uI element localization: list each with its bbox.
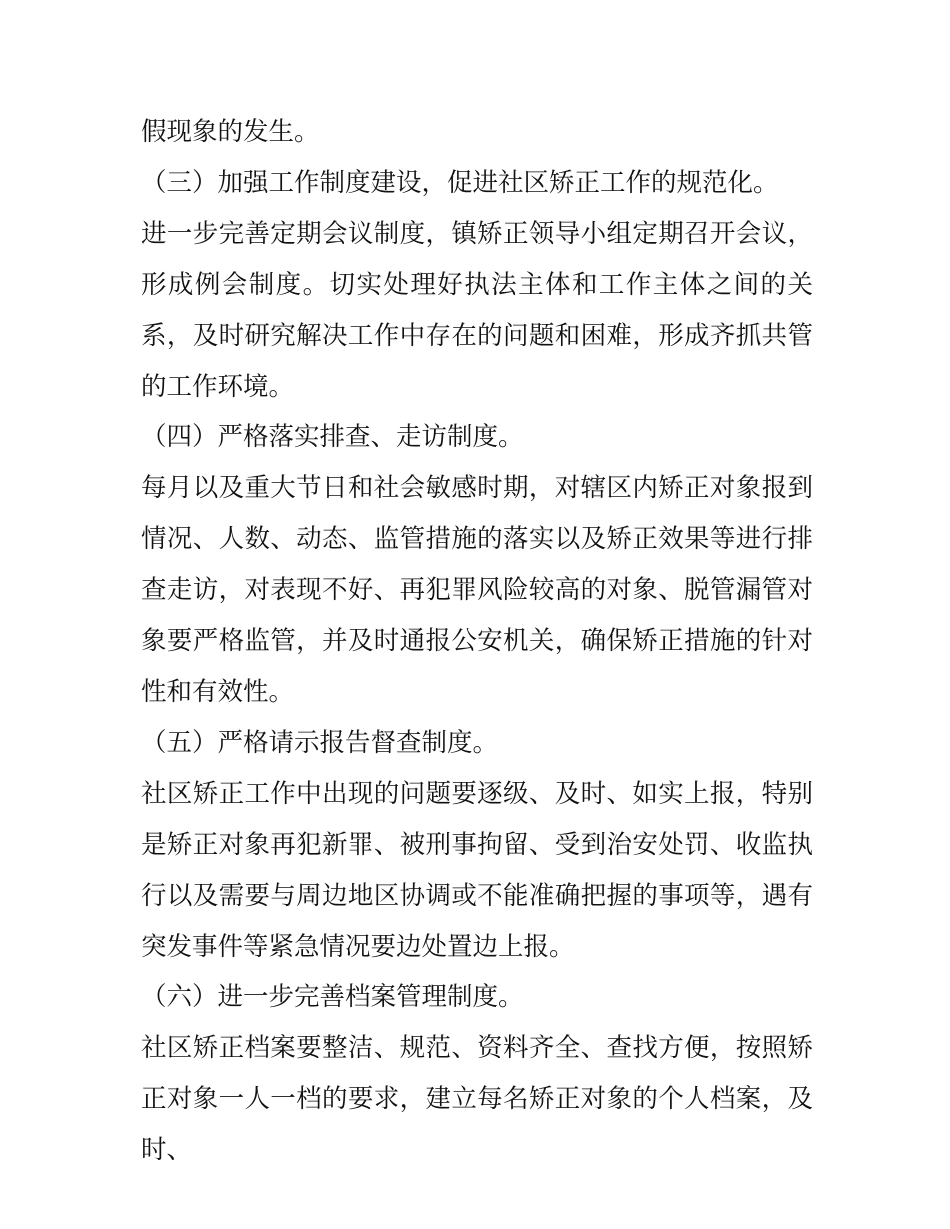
- paragraph-continuation: 假现象的发生。: [141, 117, 320, 147]
- section-heading-3: （三）加强工作制度建设，促进社区矫正工作的规范化。: [141, 167, 779, 198]
- paragraph-archives: 社区矫正档案要整洁、规范、资料齐全、查找方便，按照矫正对象一人一档的要求，建立每名矫正对象的个人档案，及时、: [141, 1033, 813, 1166]
- section-heading-5: （五）严格请示报告督查制度。: [141, 727, 499, 758]
- section-heading-4: （四）严格落实排查、走访制度。: [141, 422, 524, 453]
- paragraph-inspection-visits: 每月以及重大节日和社会敏感时期，对辖区内矫正对象报到情况、人数、动态、监管措施的落实以及矫正效果等进行排查走访，对表现不好、再犯罪风险较高的对象、脱管漏管对象要严格监管，并及时通报公安机关，确保矫正措施的针对性和有效性。: [141, 473, 813, 707]
- paragraph-reporting: 社区矫正工作中出现的问题要逐级、及时、如实上报，特别是矫正对象再犯新罪、被刑事拘留、受到治安处罚、收监执行以及需要与周边地区协调或不能准确把握的事项等，遇有突发事件等紧急情况要边处置边上报。: [141, 778, 813, 962]
- section-heading-6: （六）进一步完善档案管理制度。: [141, 982, 524, 1013]
- document-body: [141, 107, 813, 1176]
- paragraph-meeting-system: 进一步完善定期会议制度，镇矫正领导小组定期召开会议，形成例会制度。切实处理好执法主体和工作主体之间的关系，及时研究解决工作中存在的问题和困难，形成齐抓共管的工作环境。: [141, 218, 813, 402]
